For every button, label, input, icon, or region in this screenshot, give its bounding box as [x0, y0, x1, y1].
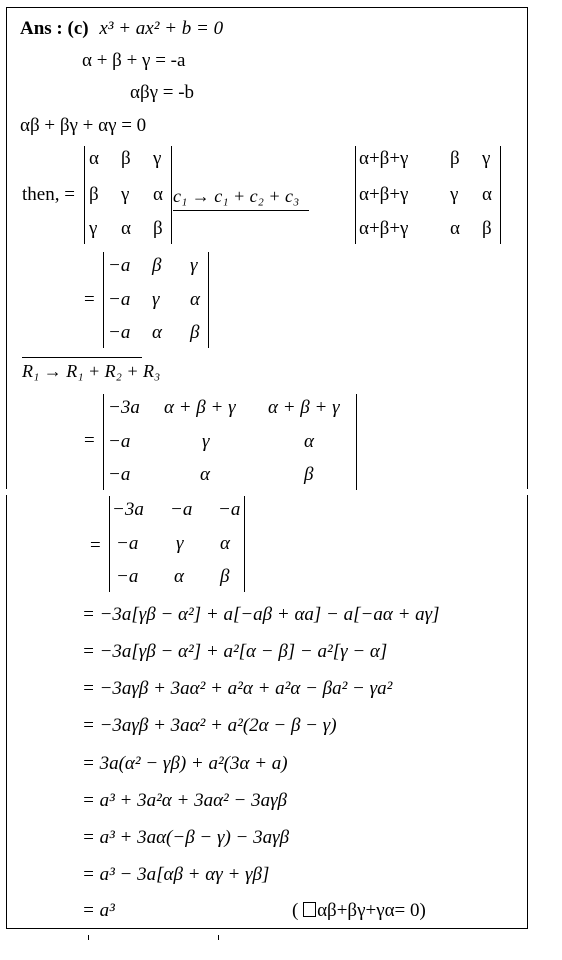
det-cell: −a — [108, 431, 131, 452]
det-cell: γ — [482, 148, 491, 169]
det-cell: β — [89, 184, 99, 205]
det-cell: β — [153, 218, 163, 239]
answer-label: Ans : (c) — [20, 18, 89, 39]
checkbox-glyph-icon — [303, 902, 316, 917]
step-line-final: = a³ — [82, 900, 115, 921]
step-line: = a³ + 3a²α + 3aα² − 3aγβ — [82, 790, 288, 811]
det-cell: −a — [218, 499, 241, 520]
determinant-substituted — [103, 252, 209, 348]
product-of-roots: αβγ = -b — [130, 82, 195, 103]
det-cell: −a — [170, 499, 193, 520]
pairwise-sum: αβ + βγ + αγ = 0 — [20, 115, 147, 136]
equals-sign: = — [84, 430, 95, 451]
det-cell: α — [121, 218, 131, 239]
cubic-equation: x³ + ax² + b = 0 — [99, 18, 224, 39]
determinant-original — [84, 146, 172, 244]
det-cell: −a — [108, 255, 131, 276]
det-cell: −3a — [108, 397, 140, 418]
det-cell: γ — [450, 184, 459, 205]
det-cell: γ — [121, 184, 130, 205]
step-line: = a³ − 3a[αβ + αγ + γβ] — [82, 864, 270, 885]
step-line: = −3a[γβ − α²] + a²[α − β] − a²[γ − α] — [82, 641, 388, 662]
det-cell: α+β+γ — [359, 184, 409, 205]
det-cell: −a — [116, 566, 139, 587]
det-cell: α + β + γ — [164, 397, 236, 418]
row-operation: R₁ → R₁ + R₂ + R₃ — [22, 361, 161, 381]
equals-sign: = — [84, 289, 95, 310]
det-cell: α — [152, 322, 162, 343]
equals-sign: = — [90, 535, 101, 556]
det-cell: −a — [108, 289, 131, 310]
det-cell: γ — [190, 255, 198, 276]
then-prefix: then, = — [22, 184, 75, 205]
column-operation: c₁ → c₁ + c₂ + c₃ — [173, 186, 300, 206]
step-line: = −3a[γβ − α²] + a[−aβ + αa] − a[−aα + aγ] — [82, 604, 440, 625]
det-cell: −3a — [112, 499, 144, 520]
column-operation-underline — [173, 210, 309, 211]
det-cell: β — [450, 148, 460, 169]
det-cell: β — [304, 464, 314, 485]
step-line: = −3aγβ + 3aα² + a²(2α − β − γ) — [82, 715, 337, 736]
determinant-row-summed — [103, 394, 357, 490]
det-cell: γ — [176, 533, 184, 554]
determinant-column-summed — [355, 146, 501, 244]
row-operation-overline — [22, 357, 142, 358]
det-cell: α — [200, 464, 210, 485]
step-line: = a³ + 3aα(−β − γ) − 3aγβ — [82, 827, 290, 848]
det-cell: β — [190, 322, 200, 343]
answer-header — [20, 18, 223, 40]
det-cell: γ — [152, 289, 160, 310]
det-cell: γ — [153, 148, 162, 169]
final-note: ( αβ+βγ+γα= 0) — [292, 900, 426, 921]
det-cell: α + β + γ — [268, 397, 340, 418]
det-cell: −a — [116, 533, 139, 554]
step-line: = 3a(α² − γβ) + a²(3α + a) — [82, 753, 288, 774]
det-cell: α+β+γ — [359, 218, 409, 239]
stray-mark — [88, 935, 89, 940]
sum-of-roots: α + β + γ = -a — [82, 50, 186, 71]
det-cell: −a — [108, 322, 131, 343]
det-cell: β — [482, 218, 492, 239]
step-line: = −3aγβ + 3aα² + a²α + a²α − βa² − γa² — [82, 678, 393, 699]
det-cell: α — [482, 184, 492, 205]
stray-mark — [218, 935, 219, 940]
det-cell: α — [174, 566, 184, 587]
det-cell: γ — [202, 431, 210, 452]
det-cell: α — [450, 218, 460, 239]
det-cell: α — [220, 533, 230, 554]
det-cell: β — [121, 148, 131, 169]
final-note-text: αβ+βγ+γα= 0) — [317, 900, 426, 921]
det-cell: γ — [89, 218, 98, 239]
det-cell: α — [153, 184, 163, 205]
det-cell: β — [152, 255, 162, 276]
box-break-left — [2, 489, 12, 495]
det-cell: α — [304, 431, 314, 452]
det-cell: β — [220, 566, 230, 587]
determinant-simplified — [109, 496, 245, 592]
box-break-right — [522, 489, 532, 495]
det-cell: α — [89, 148, 99, 169]
det-cell: −a — [108, 464, 131, 485]
det-cell: α+β+γ — [359, 148, 409, 169]
det-cell: α — [190, 289, 200, 310]
